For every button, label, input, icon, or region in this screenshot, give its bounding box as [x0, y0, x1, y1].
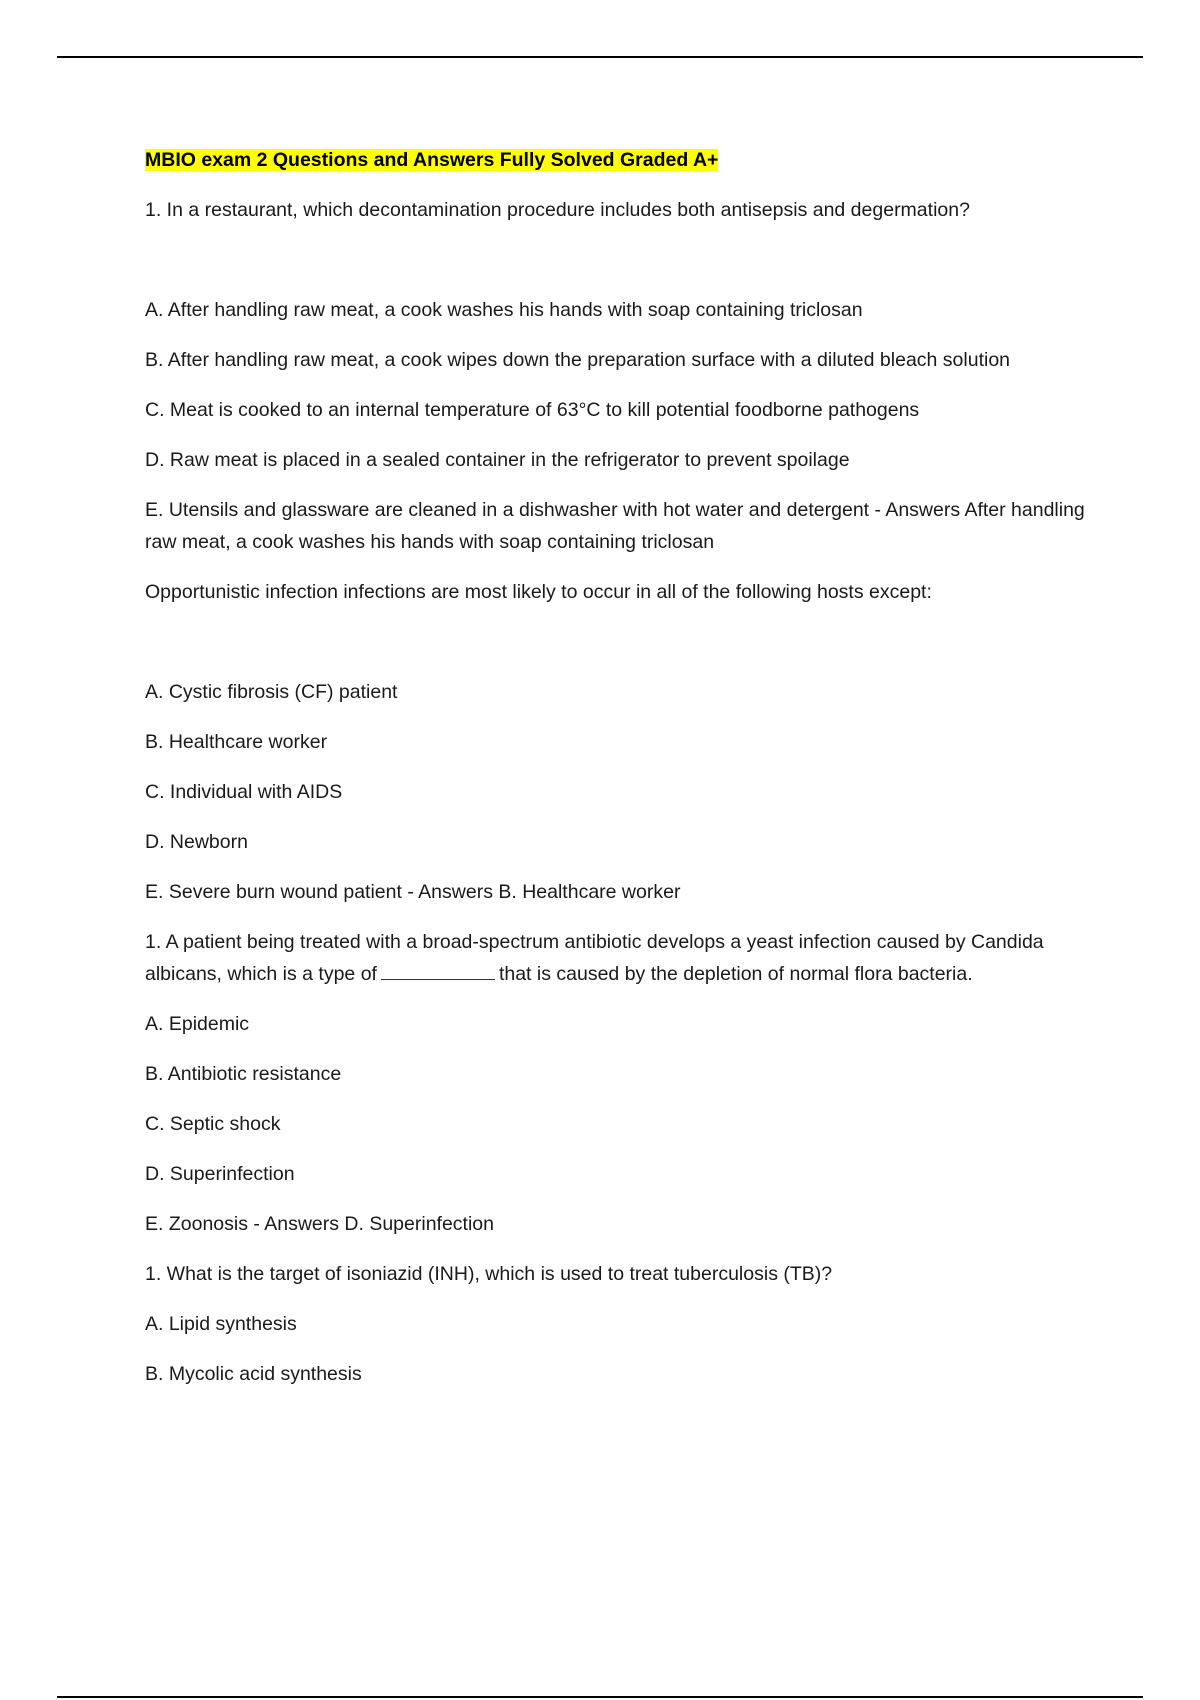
- q1-option-d: D. Raw meat is placed in a sealed container in the refrigerator to prevent spoilage: [145, 449, 850, 471]
- question-4: 1. What is the target of isoniazid (INH), which is used to treat tuberculosis (TB)?: [145, 1263, 833, 1285]
- q2-option-d: D. Newborn: [145, 831, 248, 853]
- q3-option-b: B. Antibiotic resistance: [145, 1063, 342, 1085]
- title-highlight: MBIO exam 2 Questions and Answers Fully Solved Graded A+: [145, 149, 719, 171]
- question-1: 1. In a restaurant, which decontamination procedure includes both antisepsis and degermation?: [145, 199, 970, 221]
- q3-option-e-answer: E. Zoonosis - Answers D. Superinfection: [145, 1213, 494, 1235]
- question-3-part2: that is caused by the depletion of normal flora bacteria.: [498, 963, 973, 985]
- fill-in-blank: [381, 961, 495, 980]
- q2-option-e-answer: E. Severe burn wound patient - Answers B. Healthcare worker: [145, 881, 681, 903]
- spacer: [145, 626, 1085, 676]
- q2-option-b: B. Healthcare worker: [145, 731, 328, 753]
- q3-option-a: A. Epidemic: [145, 1013, 250, 1035]
- q1-option-c: C. Meat is cooked to an internal temperature of 63°C to kill potential foodborne pathogens: [145, 399, 920, 421]
- spacer: [145, 244, 1085, 294]
- header-rule: [57, 56, 1143, 58]
- question-2: Opportunistic infection infections are most likely to occur in all of the following hosts except:: [145, 581, 932, 603]
- q2-option-a: A. Cystic fibrosis (CF) patient: [145, 681, 398, 703]
- question-3-part1: 1. A patient being treated with a broad-spectrum antibiotic develops a yeast infection caused by Candida albicans, which is a type of: [145, 931, 1044, 985]
- q4-option-a: A. Lipid synthesis: [145, 1313, 297, 1335]
- q3-option-c: C. Septic shock: [145, 1113, 281, 1135]
- footer-rule: [57, 1696, 1143, 1698]
- document-body: [145, 144, 1085, 1408]
- question-3: [145, 926, 1085, 990]
- q1-option-a: A. After handling raw meat, a cook washes his hands with soap containing triclosan: [145, 299, 863, 321]
- q2-option-c: C. Individual with AIDS: [145, 781, 343, 803]
- q1-option-b: B. After handling raw meat, a cook wipes down the preparation surface with a diluted bleach solution: [145, 349, 1011, 371]
- q3-option-d: D. Superinfection: [145, 1163, 295, 1185]
- document-title: [145, 144, 1085, 176]
- q1-option-e-answer: E. Utensils and glassware are cleaned in a dishwasher with hot water and detergent - Answers After handling raw meat, a cook washes his hands with soap containing triclosan: [145, 499, 1085, 553]
- q4-option-b: B. Mycolic acid synthesis: [145, 1363, 362, 1385]
